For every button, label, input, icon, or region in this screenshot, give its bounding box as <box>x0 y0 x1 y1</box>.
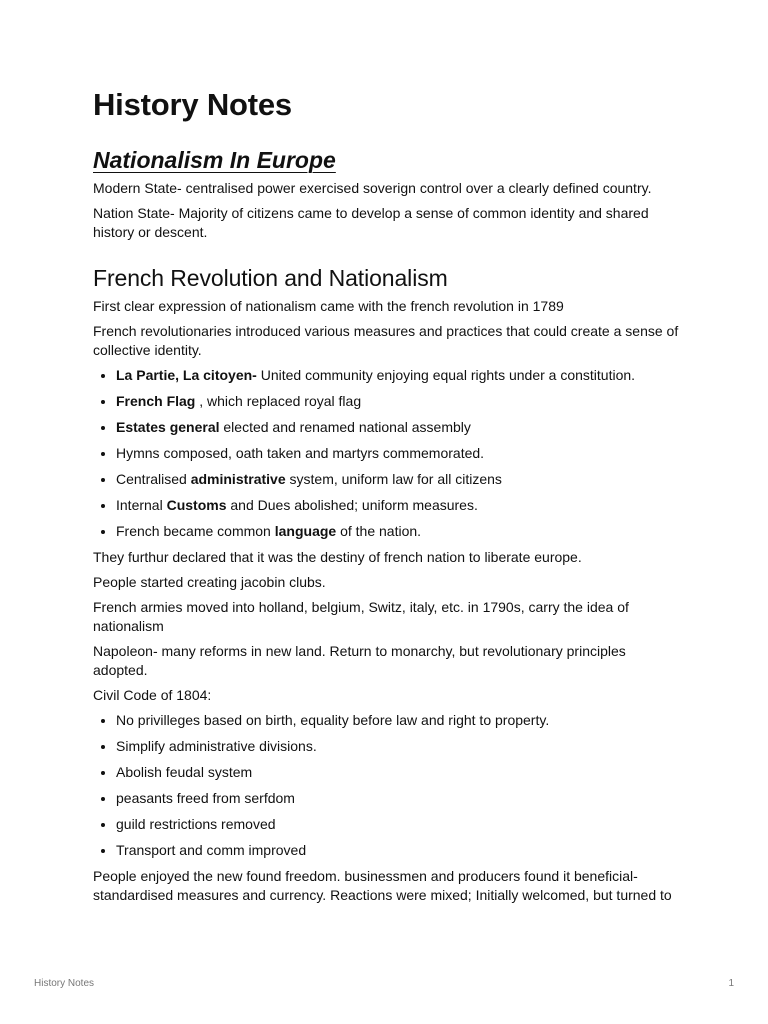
list-item <box>116 444 683 463</box>
list-item-text-bold: La Partie, La citoyen- <box>116 367 257 383</box>
section-heading-french-revolution: French Revolution and Nationalism <box>93 265 448 291</box>
list-item-text-post: of the nation. <box>336 523 422 539</box>
paragraph-revolutionary-measures: French revolutionaries introduced various measures and practices that could create a sense of collective identity. <box>93 323 679 358</box>
list-item <box>116 522 683 541</box>
list-item-text-bold: administrative <box>190 471 286 487</box>
list-item: • guild restrictions removed <box>116 815 683 834</box>
civil-code-list <box>93 711 683 860</box>
list-item-text-post: elected and renamed national assembly <box>219 419 471 435</box>
list-item: • No privilleges based on birth, equality before law and right to property. <box>116 711 683 730</box>
list-item-text-pre: Hymns composed, oath taken and martyrs commemorated. <box>116 445 485 461</box>
list-item <box>116 470 683 489</box>
document-page <box>93 86 683 911</box>
list-item-text-post: and Dues abolished; uniform measures. <box>226 497 478 513</box>
list-item-text-pre: French became common <box>116 523 275 539</box>
document-title: History Notes <box>93 87 292 122</box>
list-item <box>116 418 683 437</box>
footer-page-number: 1 <box>728 978 734 989</box>
list-item-text-pre: Internal <box>116 497 167 513</box>
list-item-text-bold: language <box>274 523 337 539</box>
paragraph-destiny: They furthur declared that it was the destiny of french nation to liberate europe. <box>93 549 582 565</box>
paragraph-reactions: People enjoyed the new found freedom. businessmen and producers found it beneficial- standardised measures and currency. Reactions were mixed; Initially welcomed, but turned to <box>93 868 672 903</box>
paragraph-modern-state: Modern State- centralised power exercised soverign control over a clearly defined country. <box>93 180 652 196</box>
list-item-text-bold: Estates general <box>116 419 220 435</box>
list-item <box>116 392 683 411</box>
list-item: • peasants freed from serfdom <box>116 789 683 808</box>
list-item-text-pre: Centralised <box>116 471 191 487</box>
list-item-text-bold: Customs <box>166 497 227 513</box>
list-item-text-post: United community enjoying equal rights under a constitution. <box>256 367 636 383</box>
paragraph-first-expression: First clear expression of nationalism came with the french revolution in 1789 <box>93 298 564 314</box>
list-item-text-post: system, uniform law for all citizens <box>285 471 502 487</box>
list-item <box>116 496 683 515</box>
list-item <box>116 366 683 385</box>
list-item: • Simplify administrative divisions. <box>116 737 683 756</box>
footer-document-title: History Notes <box>34 978 95 989</box>
paragraph-civil-code-heading: Civil Code of 1804: <box>93 687 212 703</box>
list-item: • Transport and comm improved <box>116 841 683 860</box>
list-item: • Abolish feudal system <box>116 763 683 782</box>
paragraph-jacobin-clubs: People started creating jacobin clubs. <box>93 574 326 590</box>
paragraph-nation-state: Nation State- Majority of citizens came to develop a sense of common identity and shared history or descent. <box>93 205 649 240</box>
paragraph-french-armies: French armies moved into holland, belgium, Switz, italy, etc. in 1790s, carry the idea of nationalism <box>93 599 629 634</box>
section-heading-nationalism-in-europe: Nationalism In Europe <box>93 147 336 173</box>
paragraph-napoleon: Napoleon- many reforms in new land. Return to monarchy, but revolutionary principles adopted. <box>93 643 626 678</box>
measures-list <box>93 366 683 541</box>
list-item-text-bold: French Flag <box>116 393 196 409</box>
list-item-text-post: , which replaced royal flag <box>195 393 362 409</box>
